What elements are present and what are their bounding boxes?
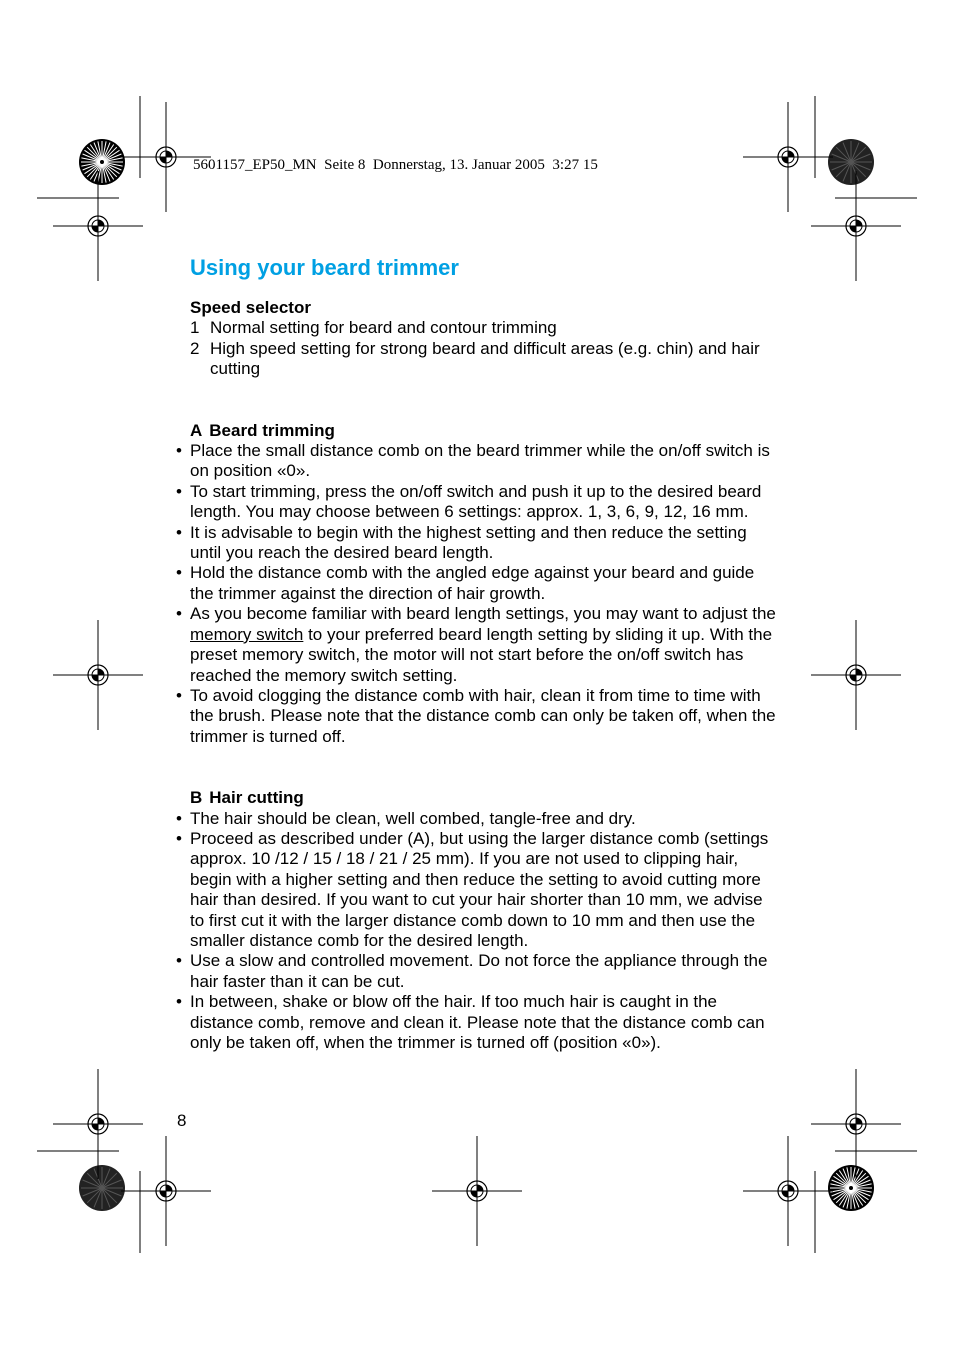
memory-switch-link: memory switch: [190, 624, 304, 644]
registration-mark-icon: [53, 620, 143, 730]
section-title: Beard trimming: [209, 420, 335, 440]
bullet-icon: •: [176, 481, 182, 501]
bullet-icon: •: [176, 992, 182, 1012]
color-wheel-icon: [79, 1165, 125, 1211]
item-text: As you become familiar with beard length settings, you may want to adjust the: [190, 604, 776, 624]
color-wheel-icon: [828, 139, 874, 185]
section-heading: [190, 788, 780, 808]
item-text: Normal setting for beard and contour trimming: [210, 318, 557, 338]
registration-mark-icon: [811, 620, 901, 730]
section-heading: [190, 421, 780, 441]
print-slug: 5601157_EP50_MN Seite 8 Donnerstag, 13. Januar 2005 3:27 15: [193, 157, 598, 173]
registration-mark-icon: [53, 1069, 143, 1179]
list-item: [176, 992, 780, 1053]
item-number: 1: [190, 318, 200, 338]
item-text: In between, shake or blow off the hair. If too much hair is caught in the distance comb, remove and clean it. Please note that the distance comb can only be taken off, when the trimmer is turned off (position «0»).: [190, 992, 765, 1052]
registration-mark-icon: [743, 1136, 833, 1246]
list-item: [176, 563, 780, 604]
item-text: High speed setting for strong beard and difficult areas (e.g. chin) and hair cutting: [210, 338, 760, 379]
list-item: [176, 481, 780, 523]
registration-mark-icon: [811, 1069, 901, 1179]
registration-mark-icon: [432, 1136, 522, 1246]
speed-selector-heading: Speed selector: [190, 298, 311, 317]
item-number: 2: [190, 338, 200, 358]
list-item: [176, 951, 780, 992]
list-item: [176, 808, 780, 829]
beard-trimming-section: [176, 420, 780, 748]
bullet-icon: •: [176, 522, 182, 542]
bullet-icon: •: [176, 951, 182, 971]
speed-selector-section: [190, 298, 780, 380]
list-item: [176, 604, 780, 686]
section-letter: A: [190, 420, 203, 440]
bullet-list: [176, 808, 780, 1054]
item-text: Hold the distance comb with the angled edge against your beard and guide the trimmer against the direction of hair growth.: [190, 563, 755, 603]
item-text: Place the small distance comb on the beard trimmer while the on/off switch is on position «0».: [190, 441, 770, 481]
item-text: It is advisable to begin with the highest setting and then reduce the setting until you reach the desired beard length.: [190, 522, 747, 563]
speed-list: [190, 318, 780, 379]
bullet-icon: •: [176, 685, 182, 705]
registration-mark-icon: [53, 171, 143, 281]
color-wheel-icon: [828, 1165, 874, 1211]
list-item: [176, 828, 780, 951]
item-text: To start trimming, press the on/off switch and push it up to the desired beard length. You may choose between 6 settings: approx. 1, 3, 6, 9, 12, 16 mm.: [190, 481, 762, 522]
page-number: 8: [177, 1111, 187, 1130]
main-content: [176, 298, 780, 1053]
section-title: Hair cutting: [209, 788, 304, 808]
list-item: [190, 339, 780, 380]
registration-mark-icon: [811, 171, 901, 281]
bullet-icon: •: [176, 604, 182, 624]
list-item: [190, 318, 780, 338]
bullet-list: [176, 441, 780, 747]
bullet-icon: •: [176, 563, 182, 583]
item-text: to your preferred beard length setting by sliding it up. With the preset memory switch, the motor will not start before the on/off switch has reached the memory switch setting.: [190, 624, 773, 685]
bullet-icon: •: [176, 828, 182, 848]
item-text: To avoid clogging the distance comb with hair, clean it from time to time with the brush. Please note that the distance comb can only be taken off, when the trimmer is turned off.: [190, 685, 776, 746]
section-letter: B: [190, 788, 203, 808]
item-text: Use a slow and controlled movement. Do not force the appliance through the hair faster than it can be cut.: [190, 951, 768, 991]
hair-cutting-section: [176, 788, 780, 1053]
color-wheel-icon: [79, 139, 125, 185]
list-item: [176, 441, 780, 482]
bullet-icon: •: [176, 441, 182, 461]
item-text: Proceed as described under (A), but using the larger distance comb (settings approx. 10 /12 / 15 / 18 / 21 / 25 mm). If you are not used to clipping hair, begin with a higher setting and then reduce the setting to avoid cutting more hair than desired. If you want to cut your hair shorter than 10 mm, we advise to first cut it with the larger distance comb down to 10 mm and then use the smaller distance comb for the desired length.: [190, 828, 769, 950]
registration-mark-icon: [121, 1136, 211, 1246]
list-item: [176, 685, 780, 747]
page-title: Using your beard trimmer: [190, 255, 459, 280]
list-item: [176, 522, 780, 564]
bullet-icon: •: [176, 808, 182, 828]
registration-mark-icon: [743, 102, 833, 212]
item-text: The hair should be clean, well combed, tangle-free and dry.: [190, 808, 636, 828]
